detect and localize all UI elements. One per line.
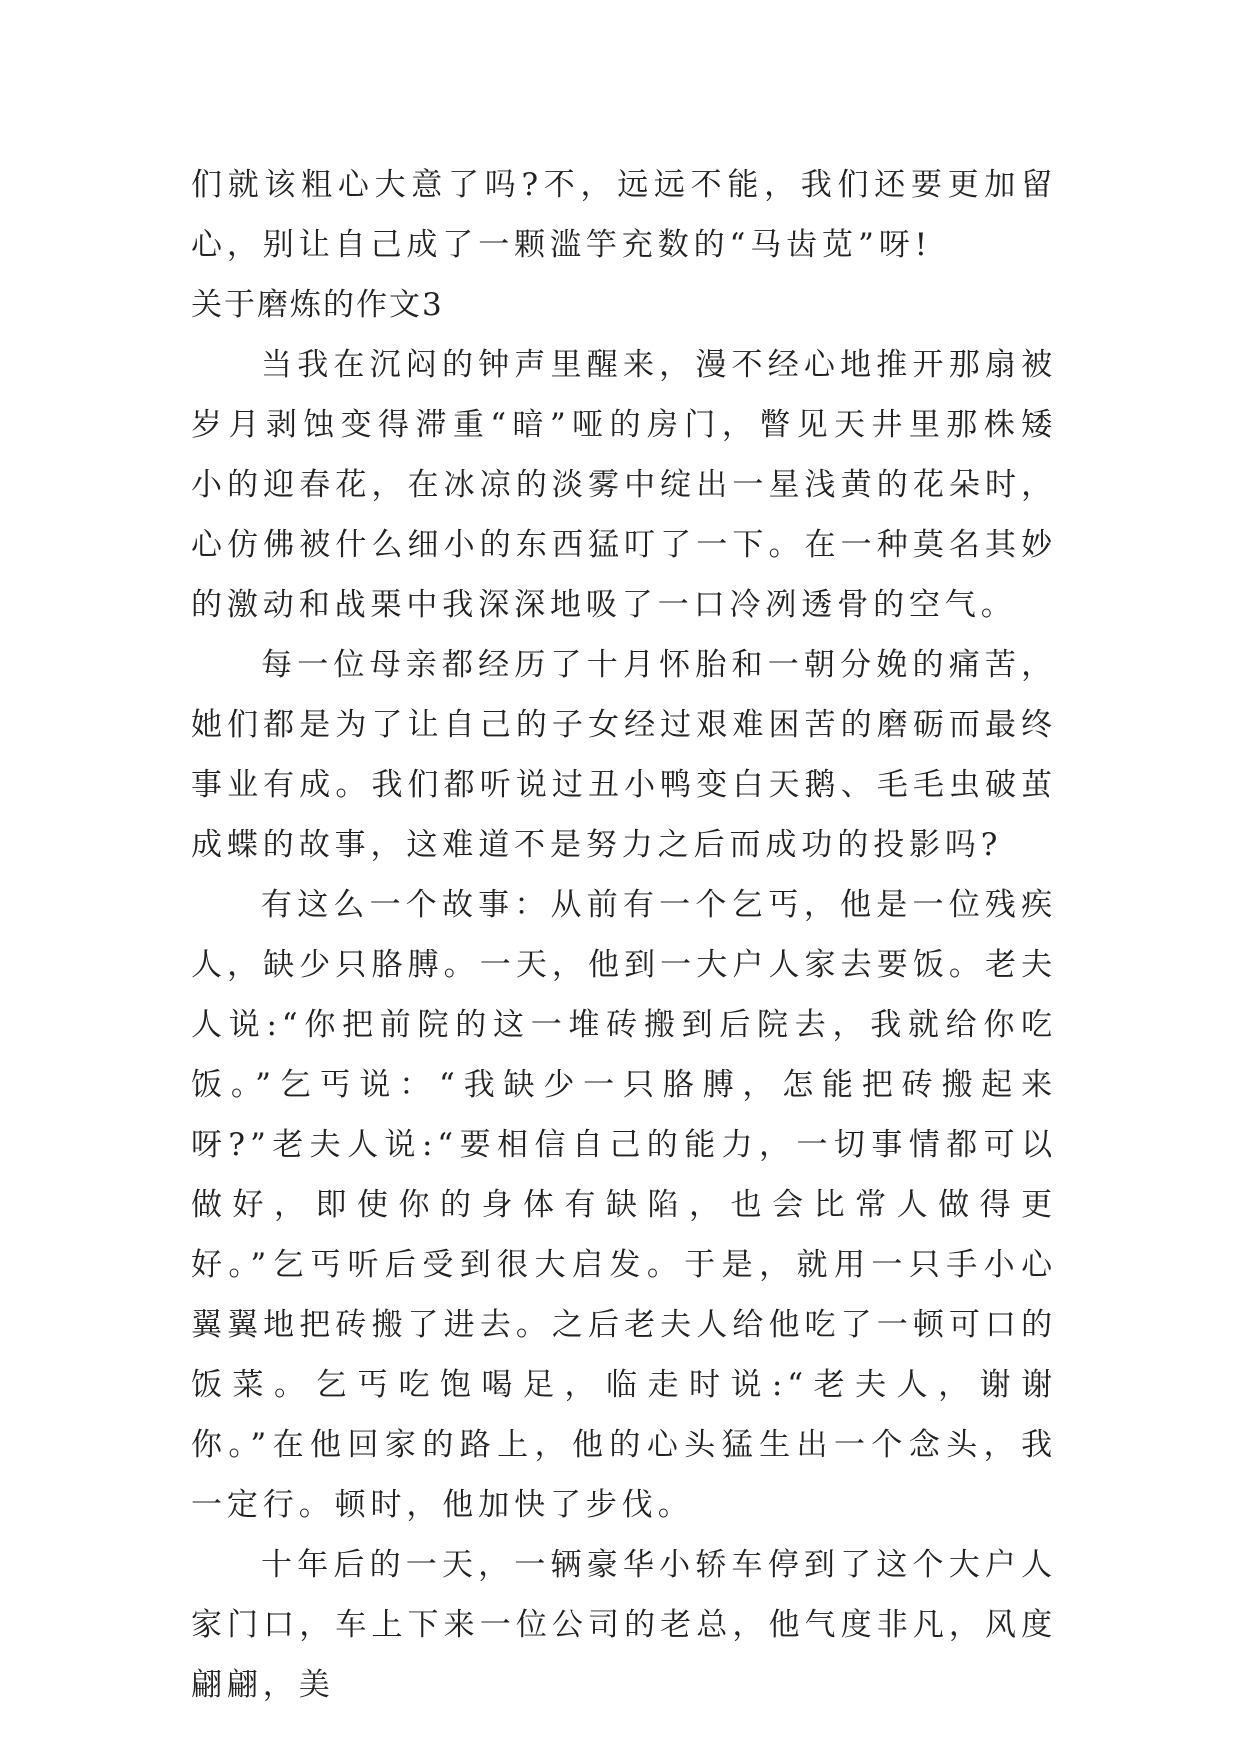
section-heading: 关于磨炼的作文3 bbox=[191, 287, 444, 323]
paragraph-1: 当我在沉闷的钟声里醒来，漫不经心地推开那扇被岁月剥蚀变得滞重“暗”哑的房门，瞥见天井里那株矮小的迎春花，在冰凉的淡雾中绽出一星浅黄的花朵时，心仿佛被什么细小的东西猛叮了一下。在一种莫名其妙的激动和战栗中我深深地吸了一口冷冽透骨的空气。 bbox=[191, 347, 1057, 623]
document-body bbox=[191, 155, 1057, 1715]
paragraph-3: 有这么一个故事：从前有一个乞丐，他是一位残疾人，缺少只胳膊。一天，他到一大户人家去要饭。老夫人说:“你把前院的这一堆砖搬到后院去，我就给你吃饭。”乞丐说：“我缺少一只胳膊，怎能把砖搬起来呀?”老夫人说:“要相信自己的能力，一切事情都可以做好，即使你的身体有缺陷，也会比常人做得更好。”乞丐听后受到很大启发。于是，就用一只手小心翼翼地把砖搬了进去。之后老夫人给他吃了一顿可口的饭菜。乞丐吃饱喝足，临走时说:“老夫人，谢谢你。”在他回家的路上，他的心头猛生出一个念头，我一定行。顿时，他加快了步伐。 bbox=[191, 887, 1057, 1523]
paragraph-continuation: 们就该粗心大意了吗?不，远远不能，我们还要更加留心，别让自己成了一颗滥竽充数的“马齿苋”呀! bbox=[191, 167, 1057, 263]
paragraph-2: 每一位母亲都经历了十月怀胎和一朝分娩的痛苦，她们都是为了让自己的子女经过艰难困苦的磨砺而最终事业有成。我们都听说过丑小鸭变白天鹅、毛毛虫破茧成蝶的故事，这难道不是努力之后而成功的投影吗? bbox=[191, 647, 1057, 863]
paragraph-4: 十年后的一天，一辆豪华小轿车停到了这个大户人家门口，车上下来一位公司的老总，他气度非凡，风度翩翩，美 bbox=[191, 1547, 1057, 1703]
